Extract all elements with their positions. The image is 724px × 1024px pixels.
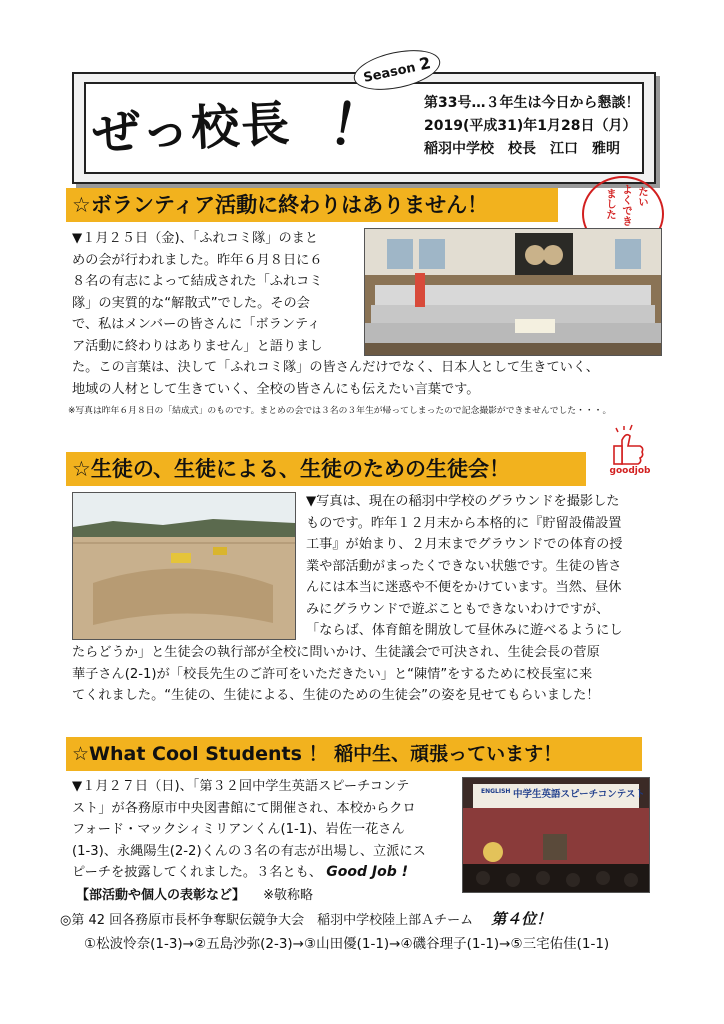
text-line: ▼１月２７日（日)、「第３２回中学生英語スピーチコンテ (72, 779, 410, 794)
text-line: みにグラウンドで遊ぶこともできないわけですが、 (306, 601, 610, 617)
relay-runners: ①松波怜奈(1-3)→②五島沙弥(2-3)→③山田優(1-1)→④磯谷理子(1-1)→⑤三宅佑佳(1-1) (84, 936, 610, 952)
stamp-text-2: よくでき (621, 184, 633, 226)
section1-text-full (72, 357, 672, 400)
text-line: (1-3)、永縄陽生(2-2)くんの３名の有志が出場し、立派にス (72, 843, 426, 859)
text-line: フォード・マックシィミリアンくん(1-1)、岩佐一花さん (72, 822, 405, 837)
stamp-text-1: たい (637, 186, 649, 207)
date-line: 2019(平成31)年1月28日（月） (424, 118, 637, 134)
text-line: 地域の人材として生きていく、全校の皆さんにも伝えたい言葉です。 (72, 381, 480, 397)
text-line: ものです。昨年１２月末から本格的に『貯留設備設置 (306, 515, 622, 531)
issue-line: 第33号…３年生は今日から懇談！ (424, 95, 640, 111)
text-line: ▼写真は、現在の稲羽中学校のグラウンドを撮影した (306, 494, 620, 509)
season-label: Season (362, 60, 418, 86)
gym-photo-illustration (365, 229, 661, 355)
text-line: たらどうか」と生徒会の執行部が全校に問いかけ、生徒議会で可決され、生徒会長の菅原 (72, 645, 600, 660)
newsletter-title: ぜっ校長 (90, 95, 293, 163)
text-line: 「ならば、体育館を開放して昼休みに遊べるようにし (306, 623, 623, 638)
text-line: ピーチを披露してくれました。３名とも、 (72, 865, 323, 880)
text-line: 業や部活動がまったくできない状態です。生徒の皆さ (306, 558, 622, 574)
text-line: た。この言葉は、決して「ふれコミ隊」の皆さんだけでなく、日本人として生きていく、 (72, 360, 599, 375)
thumbs-up-icon (608, 424, 652, 480)
section1-heading: ☆ボランティア活動に終わりはありません！ (66, 188, 558, 222)
gym-group-photo (364, 228, 662, 356)
text-line: てくれました。“生徒の、生徒による、生徒のための生徒会”の姿を見せてもらいました！ (72, 688, 600, 703)
text-line: めの会が行われました。昨年６月８日に６ (72, 252, 323, 268)
club-awards-heading-row (76, 884, 313, 903)
section3-text (72, 776, 452, 884)
ekiden-result-row (60, 908, 551, 929)
text-line: ▼１月２５日（金)、「ふれコミ隊」のまと (72, 231, 319, 246)
text-line: 隊」の実質的な“解散式”でした。その会 (72, 295, 310, 311)
ekiden-result: ◎第 42 回各務原市長杯争奪駅伝競争大会 稲羽中学校陸上部Ａチーム (60, 913, 474, 928)
banner-english-label: ENGLISH (481, 788, 511, 795)
text-line: 工事』が始まり、２月末までグラウンドでの体育の授 (306, 537, 623, 552)
banner-title: 中学生英語スピーチコンテスト (513, 789, 645, 800)
goodjob-label: goodjob (609, 466, 651, 476)
season-number: 2 (417, 53, 433, 74)
section2-heading: ☆生徒の、生徒による、生徒のための生徒会！ (66, 452, 586, 486)
section1-photo-note: ※写真は昨年６月８日の「結成式」のものです。まとめの会では３名の３年生が帰ってしまったので記念撮影ができませんでした・・・。 (68, 406, 612, 416)
text-line: スト」が各務原市中央図書館にて開催され、本校からクロ (72, 800, 416, 816)
schoolground-illustration (73, 493, 295, 639)
text-line: んには本当に迷惑や不便をかけています。当然、昼休 (306, 580, 622, 595)
author-line: 稲羽中学校 校長 江口 雅明 (424, 141, 620, 157)
schoolground-photo (72, 492, 296, 640)
title-exclamation: ！ (324, 91, 391, 166)
section1-text-left (72, 228, 364, 357)
honorific-note: ※敬称略 (263, 888, 314, 903)
text-line: ア活動に終わりはありません」と語りまし (72, 338, 323, 354)
section2-text-right (306, 491, 666, 642)
section3-heading: ☆What Cool Students ！ 稲中生、頑張っています！ (66, 737, 642, 771)
text-line: 華子さん(2-1)が「校長先生のご許可をいただきたい」と“陳情”をするために校長室に来 (72, 666, 593, 682)
club-awards-heading: 【部活動や個人の表彰など】 (76, 888, 246, 903)
speech-contest-photo (462, 777, 650, 893)
good-job-text: Good Job ! (326, 864, 408, 880)
section2-text-full (72, 642, 672, 707)
masthead-info (424, 92, 639, 161)
stamp-text-3: ました (605, 188, 617, 220)
ekiden-rank: 第４位！ (491, 910, 552, 928)
text-line: ８名の有志によって結成された「ふれコミ (72, 274, 323, 289)
text-line: で、私はメンバーの皆さんに「ボランティ (72, 317, 321, 332)
